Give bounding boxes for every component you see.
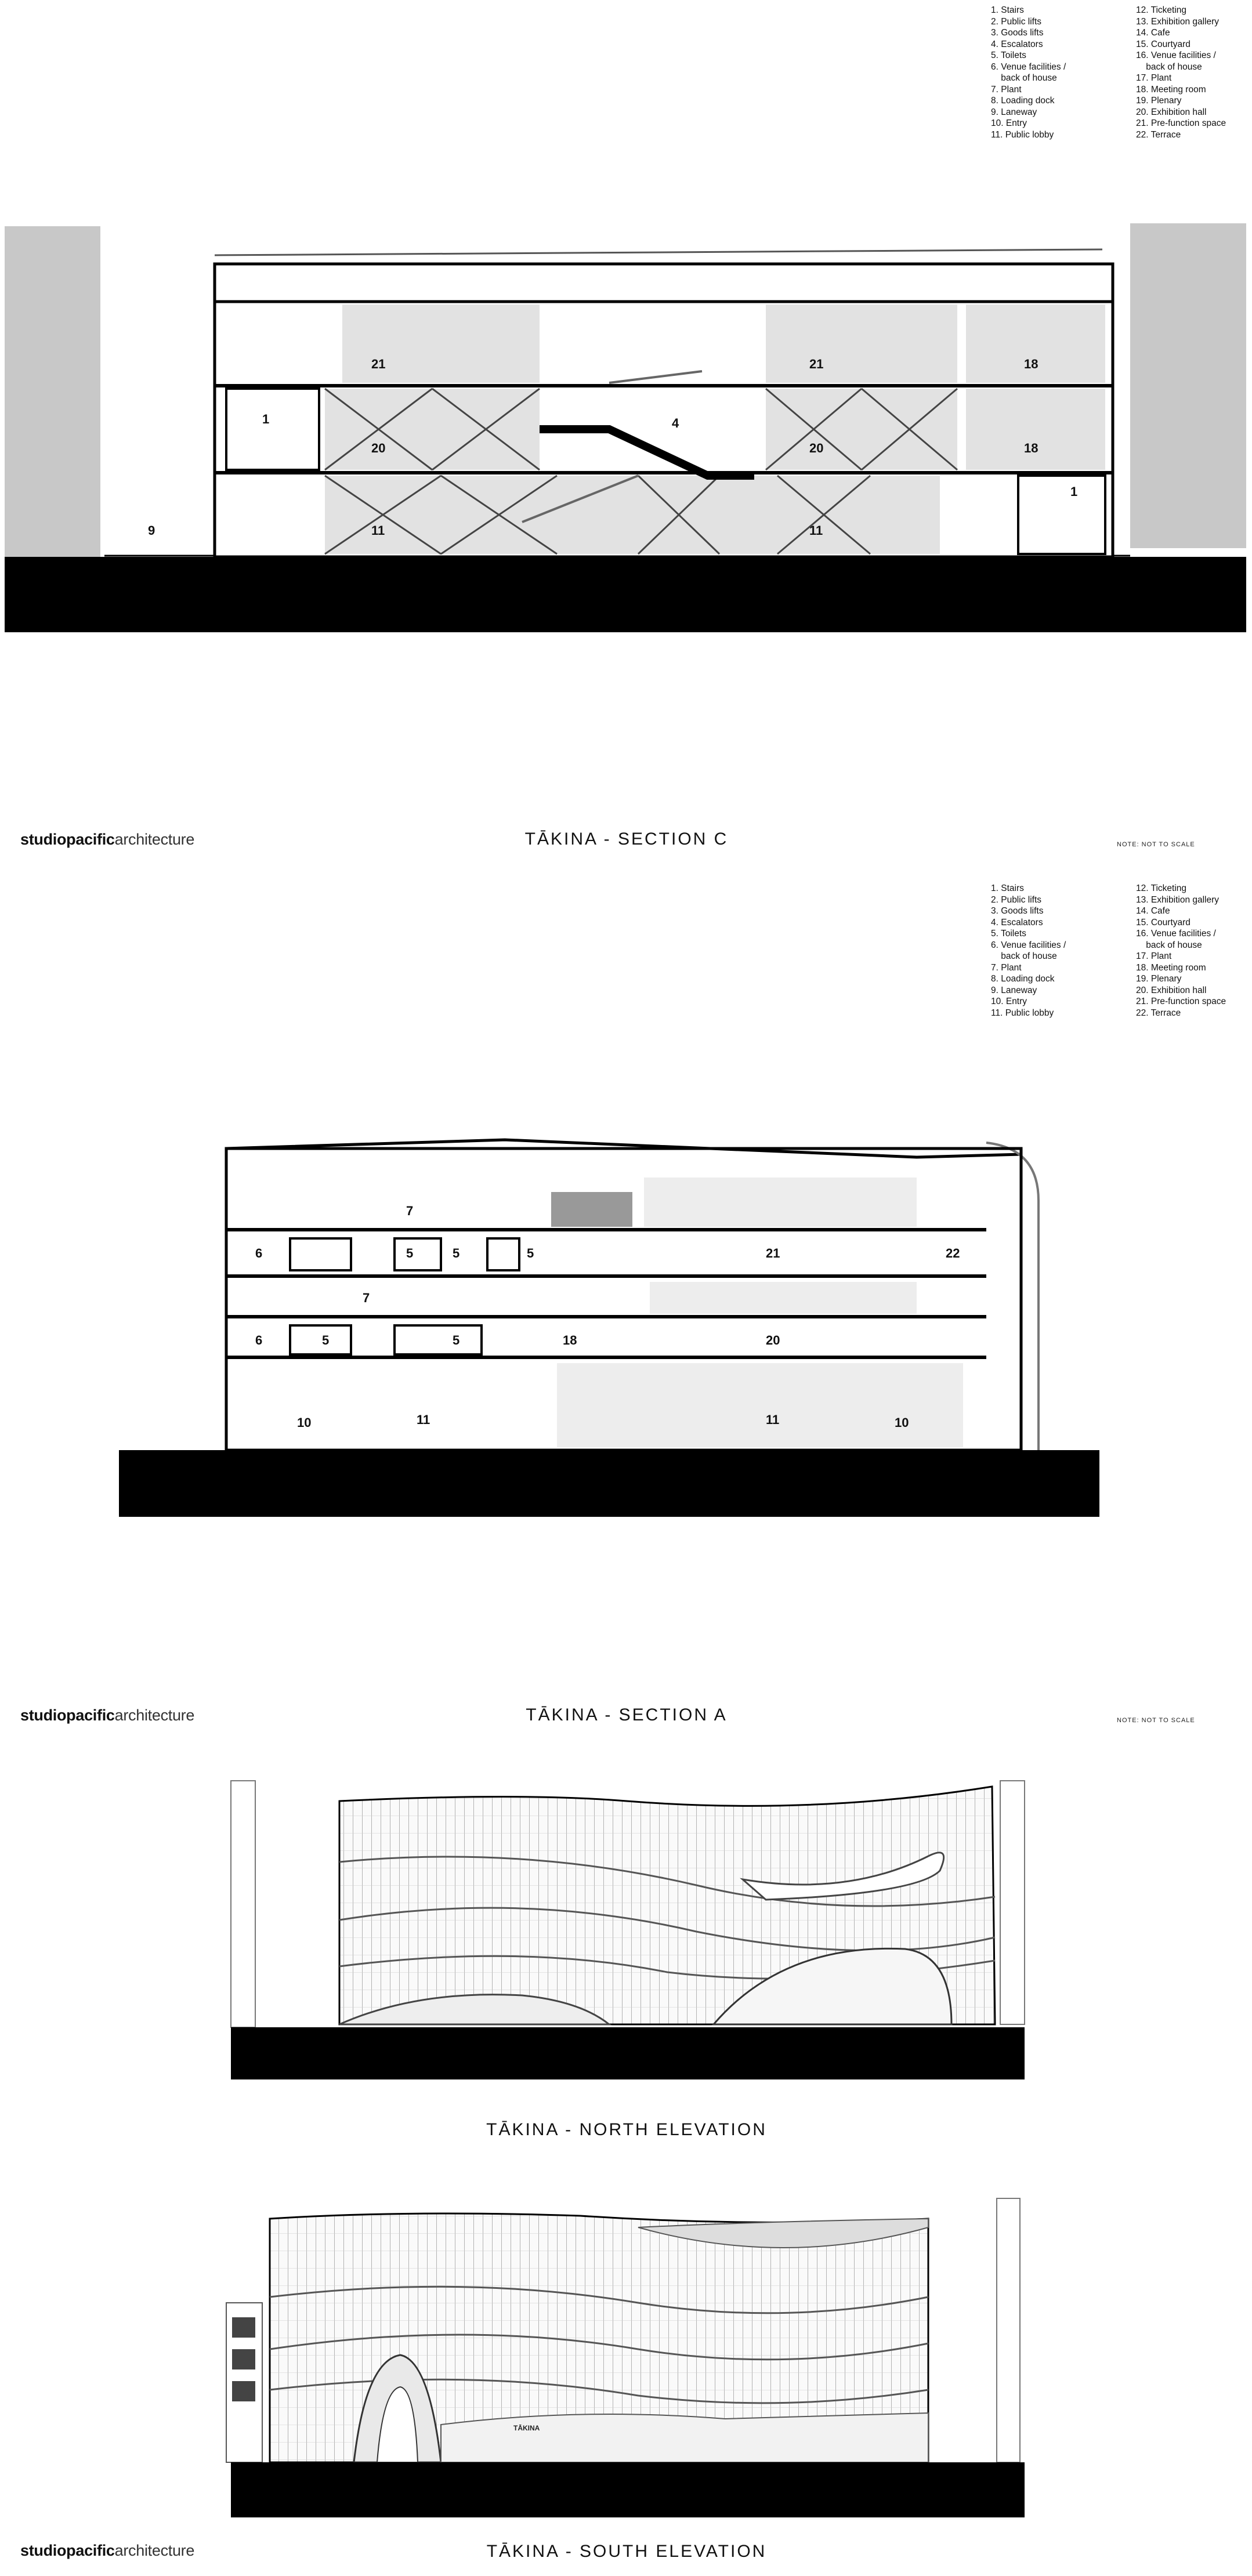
- room-label: 11: [371, 523, 385, 538]
- south-elevation: [226, 2198, 1025, 2517]
- room-label: 5: [406, 1246, 414, 1260]
- room-label: 5: [453, 1333, 460, 1347]
- room-label: 18: [1024, 357, 1038, 371]
- room-label: 11: [766, 1412, 780, 1427]
- studio-logo: studiopacificarchitecture: [20, 2542, 195, 2559]
- legend-col1: 1. Stairs 2. Public lifts 3. Goods lifts 4. Escalators 5. Toilets 6. Venue facilities / back of house 7. Plant 8. Loading dock 9. Laneway 10. Entry 11. Public lobby: [991, 883, 1066, 1018]
- room-label: 18: [563, 1333, 577, 1347]
- room-label: 7: [406, 1204, 414, 1218]
- room-label: 18: [1024, 441, 1038, 455]
- room-label: 20: [766, 1333, 780, 1347]
- section-c-title: TĀKINA - SECTION C: [524, 829, 729, 849]
- room-label: 9: [148, 523, 155, 538]
- scale-note: NOTE: NOT TO SCALE: [1117, 841, 1195, 848]
- studio-logo: studiopacificarchitecture: [20, 831, 195, 848]
- room-label: 1: [1070, 484, 1078, 499]
- section-c-drawing: [0, 0, 1252, 870]
- room-label: 21: [371, 357, 386, 371]
- section-a-title: TĀKINA - SECTION A: [526, 1705, 728, 1724]
- room-label: 1: [262, 412, 270, 426]
- room-label: 7: [363, 1291, 370, 1305]
- neighbour-building-right: [1130, 223, 1246, 548]
- ground-slab: [119, 1450, 1099, 1517]
- studio-logo: studiopacificarchitecture: [20, 1707, 195, 1724]
- room-label: 5: [527, 1246, 534, 1260]
- north-elevation-title: TĀKINA - NORTH ELEVATION: [486, 2120, 767, 2139]
- room-label: 21: [809, 357, 824, 371]
- room-label: 11: [809, 523, 823, 538]
- room-label: 20: [371, 441, 386, 455]
- room-label: 5: [322, 1333, 330, 1347]
- neighbour-building-left: [5, 226, 100, 557]
- elevations-drawing: [0, 1746, 1252, 2576]
- room-label: 21: [766, 1246, 780, 1260]
- south-elevation-title: TĀKINA - SOUTH ELEVATION: [486, 2542, 767, 2561]
- room-label: 20: [809, 441, 824, 455]
- sheet-elevations: [0, 1746, 1252, 2576]
- sheet-section-a: [0, 876, 1252, 1746]
- building-sign: TĀKINA: [513, 2424, 540, 2432]
- room-label: 5: [453, 1246, 460, 1260]
- room-label: 10: [895, 1415, 909, 1430]
- room-label: 22: [946, 1246, 960, 1260]
- legend-col1: 1. Stairs 2. Public lifts 3. Goods lifts 4. Escalators 5. Toilets 6. Venue facilities / back of house 7. Plant 8. Loading dock 9. Laneway 10. Entry 11. Public lobby: [991, 5, 1066, 140]
- room-label: 10: [297, 1415, 312, 1430]
- room-label: 4: [672, 416, 679, 430]
- sheet-section-c: [0, 0, 1252, 870]
- section-a-drawing: [0, 876, 1252, 1746]
- north-elevation: [231, 1781, 1025, 2079]
- room-label: 6: [255, 1333, 263, 1347]
- legend-col2: 12. Ticketing 13. Exhibition gallery 14. Cafe 15. Courtyard 16. Venue facilities / back of house 17. Plant 18. Meeting room 19. Plenary 20. Exhibition hall 21. Pre-function space 22. Terrace: [1136, 5, 1226, 140]
- scale-note: NOTE: NOT TO SCALE: [1117, 1717, 1195, 1724]
- legend-col2: 12. Ticketing 13. Exhibition gallery 14. Cafe 15. Courtyard 16. Venue facilities / back of house 17. Plant 18. Meeting room 19. Plenary 20. Exhibition hall 21. Pre-function space 22. Terrace: [1136, 883, 1226, 1018]
- ground-slab: [5, 557, 1246, 632]
- ground-slab: [231, 2462, 1025, 2517]
- ground-slab: [231, 2027, 1025, 2079]
- room-label: 11: [417, 1412, 430, 1427]
- room-label: 6: [255, 1246, 263, 1260]
